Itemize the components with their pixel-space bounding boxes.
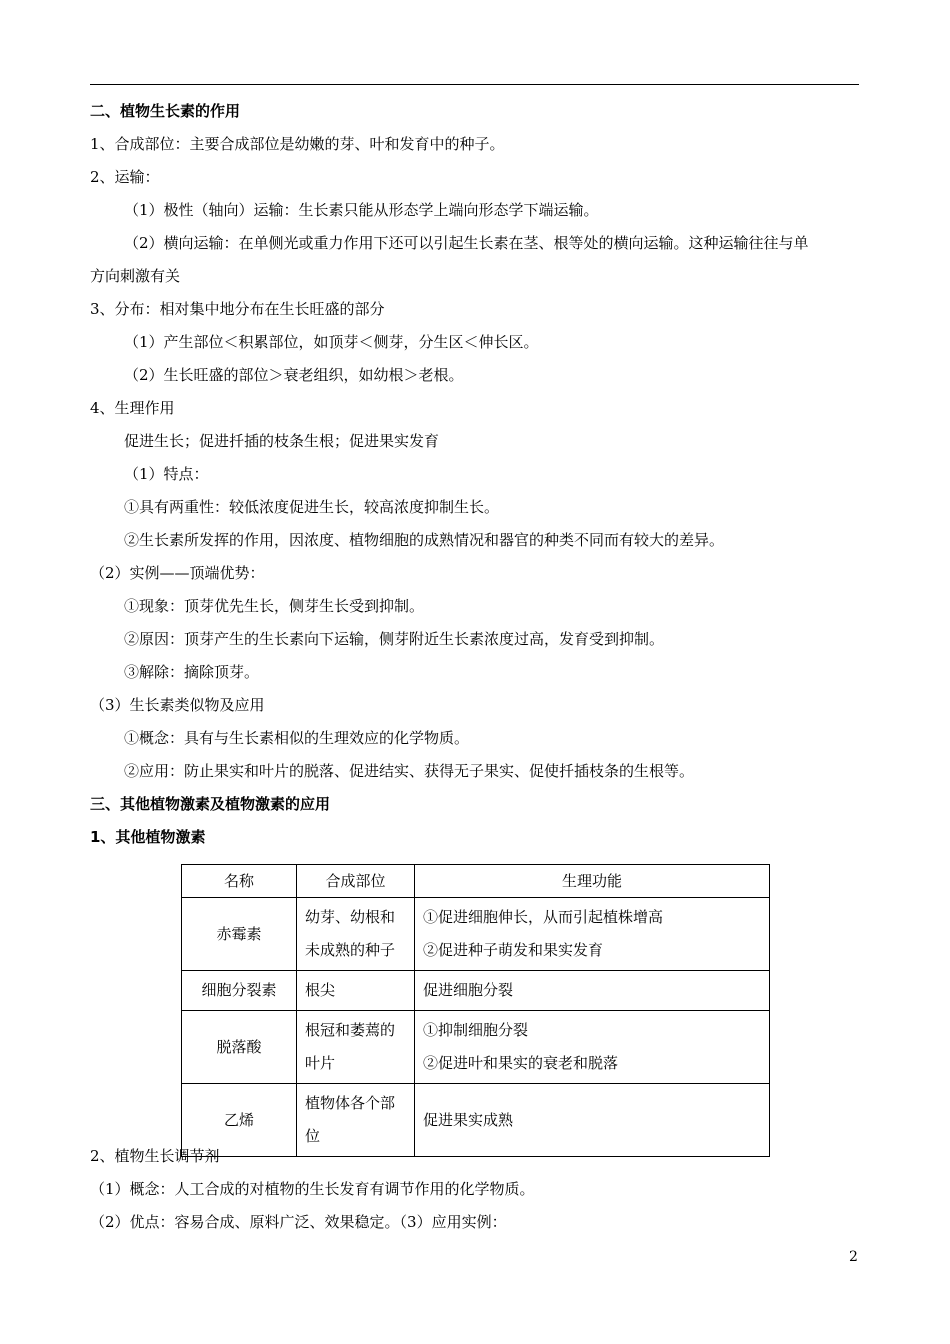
hormone-site: 植物体各个部位 [297,1084,415,1157]
hormone-function [415,1011,770,1084]
example-remedy: ③解除：摘除顶芽。 [124,663,260,681]
hormone-site: 根尖 [297,971,415,1011]
hormone-name: 赤霉素 [182,898,297,971]
function-line: ②促进种子萌发和果实发育 [423,941,604,959]
hormone-site: 根冠和萎蔫的叶片 [297,1011,415,1084]
analogs-heading: （3）生长素类似物及应用 [90,696,265,714]
physiology-heading: 4、生理作用 [90,399,175,417]
header-rule [90,84,859,85]
distribution-item-2: （2）生长旺盛的部位＞衰老组织，如幼根＞老根。 [124,366,464,384]
feature-variation: ②生长素所发挥的作用，因浓度、植物细胞的成熟情况和器官的种类不同而有较大的差异。 [124,531,725,549]
distribution-heading: 3、分布：相对集中地分布在生长旺盛的部分 [90,300,385,318]
regulators-heading: 2、植物生长调节剂 [90,1147,220,1165]
hormone-site: 幼芽、幼根和未成熟的种子 [297,898,415,971]
function-line: ②促进叶和果实的衰老和脱落 [423,1054,619,1072]
table-row [182,1011,770,1084]
hormone-function: 促进果实成熟 [415,1084,770,1157]
example-heading: （2）实例——顶端优势： [90,564,265,582]
features-heading: （1）特点： [124,465,209,483]
hormone-name: 细胞分裂素 [182,971,297,1011]
table-row [182,898,770,971]
table-header: 生理功能 [415,865,770,898]
section-two-title: 二、植物生长素的作用 [90,102,241,120]
lateral-transport-cont: 方向刺激有关 [90,267,181,285]
analogs-application: ②应用：防止果实和叶片的脱落、促进结实、获得无子果实、促使扦插枝条的生根等。 [124,762,695,780]
table-row [182,1084,770,1157]
distribution-item-1: （1）产生部位＜积累部位，如顶芽＜侧芽，分生区＜伸长区。 [124,333,539,351]
hormone-name: 乙烯 [182,1084,297,1157]
physiology-intro: 促进生长；促进扦插的枝条生根；促进果实发育 [124,432,440,450]
lateral-transport: （2）横向运输：在单侧光或重力作用下还可以引起生长素在茎、根等处的横向运输。这种运输往往与单 [124,234,809,252]
other-hormones-heading: 1、其他植物激素 [90,828,206,846]
regulators-concept: （1）概念：人工合成的对植物的生长发育有调节作用的化学物质。 [90,1180,535,1198]
function-line: ①抑制细胞分裂 [423,1021,529,1039]
example-cause: ②原因：顶芽产生的生长素向下运输，侧芽附近生长素浓度过高，发育受到抑制。 [124,630,665,648]
table-header-row [182,865,770,898]
section-three-title: 三、其他植物激素及植物激素的应用 [90,795,331,813]
table-header: 合成部位 [297,865,415,898]
hormone-name: 脱落酸 [182,1011,297,1084]
table-header: 名称 [182,865,297,898]
example-phenomenon: ①现象：顶芽优先生长，侧芽生长受到抑制。 [124,597,425,615]
hormone-table [181,864,770,1157]
feature-duality: ①具有两重性：较低浓度促进生长，较高浓度抑制生长。 [124,498,500,516]
regulators-advantages: （2）优点：容易合成、原料广泛、效果稳定。（3）应用实例： [90,1213,507,1231]
function-line: ①促进细胞伸长，从而引起植株增高 [423,908,664,926]
synthesis-site: 1、合成部位：主要合成部位是幼嫩的芽、叶和发育中的种子。 [90,135,505,153]
polar-transport: （1）极性（轴向）运输：生长素只能从形态学上端向形态学下端运输。 [124,201,599,219]
page-number: 2 [849,1249,858,1265]
hormone-function: 促进细胞分裂 [415,971,770,1011]
transport-heading: 2、运输： [90,168,160,186]
table-row [182,971,770,1011]
hormone-function [415,898,770,971]
analogs-concept: ①概念：具有与生长素相似的生理效应的化学物质。 [124,729,470,747]
